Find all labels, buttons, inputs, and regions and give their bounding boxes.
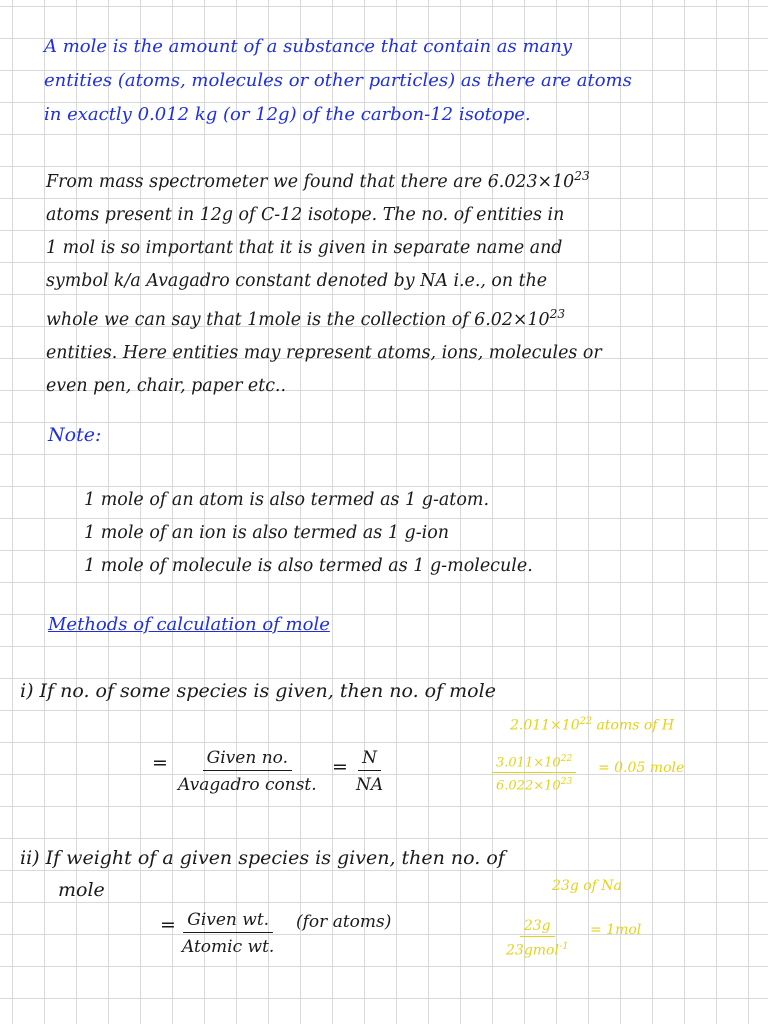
method-2-denominator: Atomic wt. (182, 937, 275, 957)
definition-line-3: in exactly 0.012 kg (or 12g) of the carbon-12 isotope. (44, 104, 531, 125)
explanation-line-1: From mass spectrometer we found that there are $6.023\times 10^{23}$ (46, 169, 590, 192)
definition-line-2: entities (atoms, molecules or other particles) as there are atoms (44, 70, 632, 91)
method-1-title: i) If no. of some species is given, then no. of mole (20, 680, 496, 702)
method-1-example-fraction (492, 754, 576, 794)
method-1-symbol-numerator: N (358, 748, 381, 771)
method-1-symbol-denominator: NA (356, 775, 384, 795)
note-item-ion: 1 mole of an ion is also termed as 1 g-ion (84, 523, 450, 543)
mole-definition-paragraph (44, 30, 632, 132)
method-1-example-result: = 0.05 mole (598, 760, 685, 776)
method-2-title (20, 842, 505, 906)
method-1-numerator: Given no. (203, 748, 292, 771)
note-heading: Note: (48, 424, 102, 446)
method-2-title-line-2: mole (58, 879, 105, 901)
explanation-line-4: symbol k/a Avagadro constant denoted by NA i.e., on the (46, 270, 548, 291)
method-2-fraction (182, 910, 274, 957)
method-2-equals: = (160, 914, 176, 936)
methods-heading: Methods of calculation of mole (48, 614, 330, 635)
method-2-example-fraction (506, 918, 569, 959)
method-2-numerator: Given wt. (183, 910, 273, 933)
method-2-condition: (for atoms) (296, 912, 392, 932)
method-1-example-numerator: $3.011\times 10^{22}$ (492, 754, 576, 773)
explanation-line-3: 1 mol is so important that it is given in separate name and (46, 237, 563, 258)
exponent-superscript: 23 (549, 306, 566, 321)
method-2-example-numerator: 23g (520, 918, 555, 937)
mass-spectrometer-paragraph (46, 160, 602, 403)
exponent-superscript: 23 (574, 169, 590, 183)
method-1-equals: = (152, 752, 168, 774)
note-item-molecule: 1 mole of molecule is also termed as 1 g-molecule. (84, 556, 533, 576)
method-1-symbol-fraction (356, 748, 383, 795)
method-2-title-line-1: ii) If weight of a given species is given, then no. of (20, 847, 505, 869)
method-1-example-given: $2.011\times 10^{22}$ atoms of H (510, 716, 675, 734)
explanation-line-7: even pen, chair, paper etc.. (46, 375, 286, 396)
explanation-line-5: whole we can say that 1mole is the collection of $6.02\times 10^{23}$ (46, 306, 566, 330)
definition-line-1: A mole is the amount of a substance that contain as many (44, 36, 573, 57)
note-item-atom: 1 mole of an atom is also termed as 1 g-atom. (84, 490, 490, 510)
note-list (84, 484, 533, 583)
method-1-example-denominator: $6.022\times 10^{23}$ (496, 777, 573, 794)
method-1-fraction (178, 748, 317, 795)
method-2-example-result: = 1mol (590, 922, 642, 938)
explanation-line-6: entities. Here entities may represent atoms, ions, molecules or (46, 342, 602, 363)
method-2-example-denominator: 23gmol$^{-1}$ (506, 941, 569, 959)
method-2-example-given: 23g of Na (552, 878, 622, 894)
method-1-equals-2: = (332, 756, 348, 778)
explanation-line-2: atoms present in 12g of C-12 isotope. The no. of entities in (46, 204, 565, 225)
method-1-denominator: Avagadro const. (178, 775, 317, 795)
